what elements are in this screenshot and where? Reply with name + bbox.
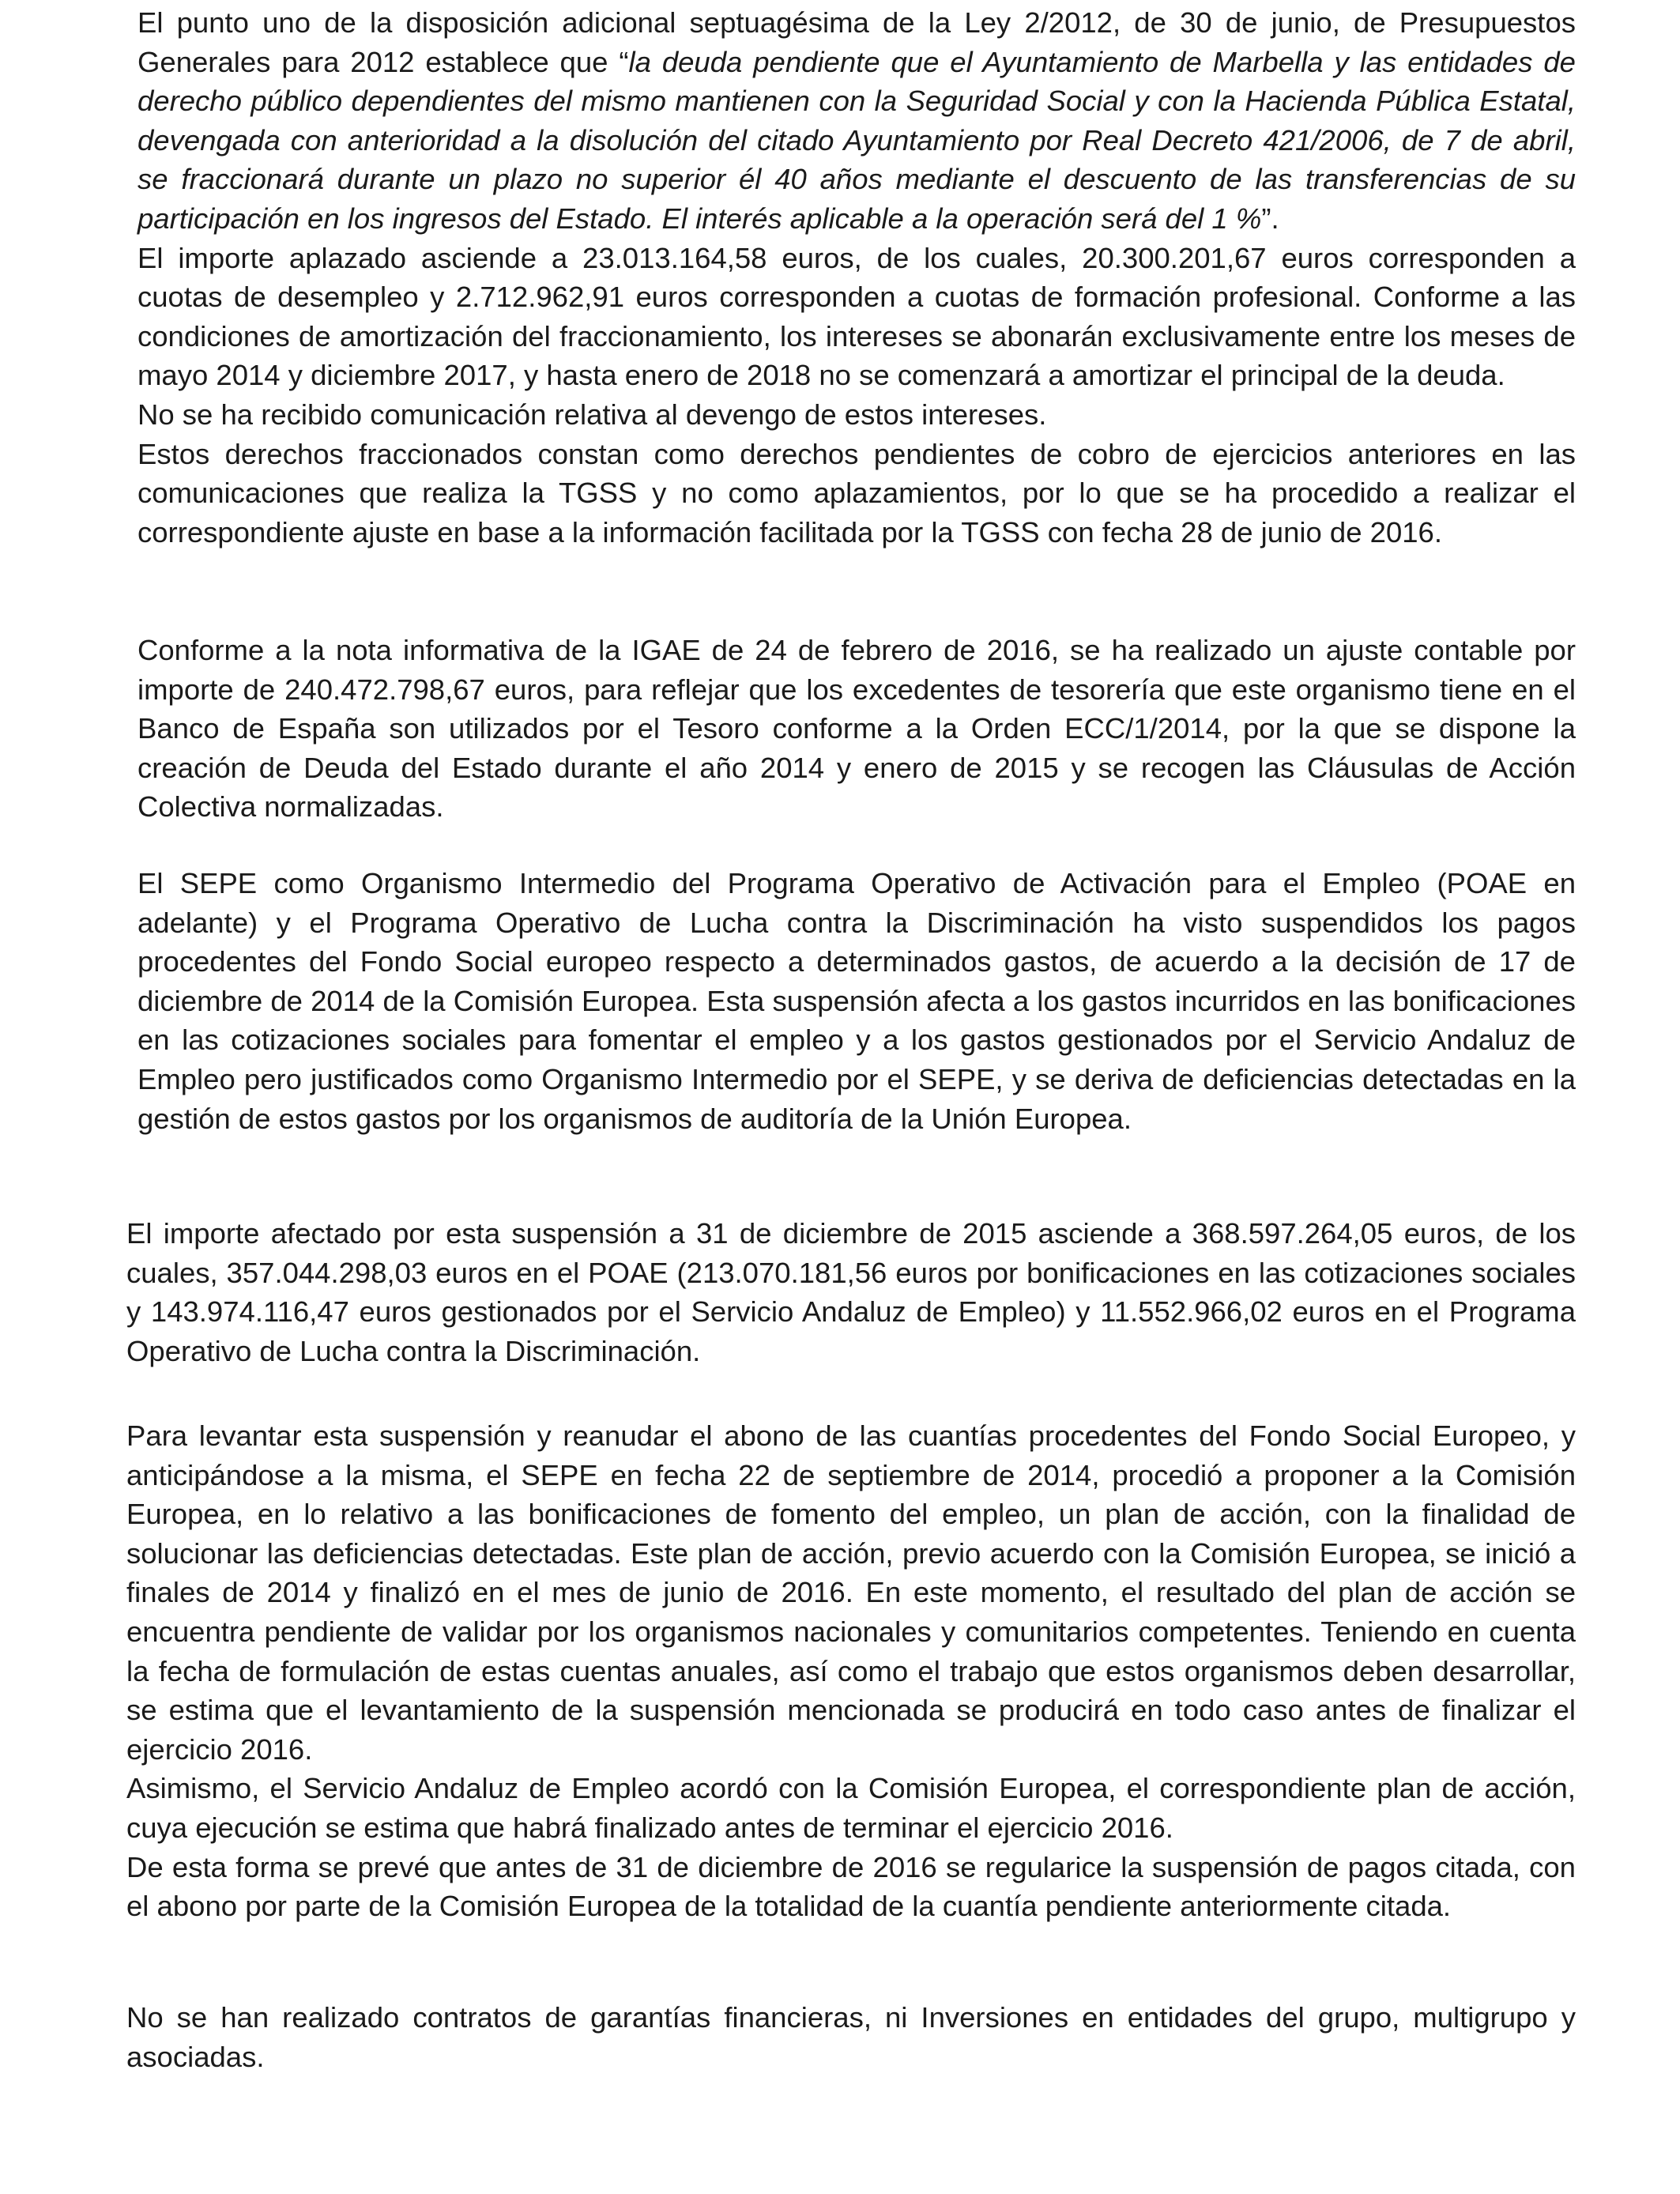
paragraph-derechos-fraccionados: Estos derechos fraccionados constan como derechos pendientes de cobro de ejercicios anteriores en las comunicaciones que realiza la TGSS y no como aplazamientos, por lo que se ha procedido a realizar el correspondiente ajuste en base a la información facilitada por la TGSS con fecha 28 de junio de 2016. — [137, 437, 1576, 548]
paragraph-sepe-organismo-intermedio: El SEPE como Organismo Intermedio del Programa Operativo de Activación para el Empleo (POAE en adelante) y el Programa Operativo de Lucha contra la Discriminación ha visto suspendidos los pagos procedentes del Fondo Social europeo respecto a determinados gastos, de acuerdo a la decisión de 17 de diciembre de 2014 de la Comisión Europea. Esta suspensión afecta a los gastos incurridos en las bonificaciones en las cotizaciones sociales para fomentar el empleo y a los gastos gestionados por el Servicio Andaluz de Empleo pero justificados como Organismo Intermedio por el SEPE, y se deriva de deficiencias detectadas en la gestión de estos gastos por los organismos de auditoría de la Unión Europea. — [137, 867, 1576, 1135]
paragraph-ley-2-2012 — [137, 3, 1576, 239]
paragraph-importe-aplazado: El importe aplazado asciende a 23.013.164,58 euros, de los cuales, 20.300.201,67 euros corresponden a cuotas de desempleo y 2.712.962,91 euros corresponden a cuotas de formación profesional. Conforme a las condiciones de amortización del fraccionamiento, los intereses se abonarán exclusivamente entre los meses de mayo 2014 y diciembre 2017, y hasta enero de 2018 no se comenzará a amortizar el principal de la deuda. — [137, 241, 1576, 392]
paragraph-lead-text: El punto uno de la disposición adicional septuagésima de la Ley 2/2012, de 30 de junio, de Presupuestos Generales para 2012 establece que “ — [137, 6, 1576, 78]
paragraph-levantar-suspension: Para levantar esta suspensión y reanudar el abono de las cuantías procedentes del Fondo Social Europeo, y anticipándose a la misma, el SEPE en fecha 22 de septiembre de 2014, procedió a proponer a la Comisión Europea, en lo relativo a las bonificaciones de fomento del empleo, un plan de acción, con la finalidad de solucionar las deficiencias detectadas. Este plan de acción, previo acuerdo con la Comisión Europea, se inició a finales de 2014 y finalizó en el mes de junio de 2016. En este momento, el resultado del plan de acción se encuentra pendiente de validar por los organismos nacionales y comunitarios competentes. Teniendo en cuenta la fecha de formulación de estas cuentas anuales, así como el trabajo que estos organismos deben desarrollar, se estima que el levantamiento de la suspensión mencionada se producirá en todo caso antes de finalizar el ejercicio 2016. — [126, 1419, 1576, 1766]
italic-legal-quote: la deuda pendiente que el Ayuntamiento de Marbella y las entidades de derecho público dependientes del mismo mantienen con la Seguridad Social y con la Hacienda Pública Estatal, devengada con anterioridad a la disolución del citado Ayuntamiento por Real Decreto 421/2006, de 7 de abril, se fraccionará durante un plazo no superior él 40 años mediante el descuento de las transferencias de su participación en los ingresos del Estado. El interés aplicable a la operación será del 1 % — [137, 45, 1576, 235]
paragraph-importe-afectado: El importe afectado por esta suspensión a 31 de diciembre de 2015 asciende a 368.597.264,05 euros, de los cuales, 357.044.298,03 euros en el POAE (213.070.181,56 euros por bonificaciones en las cotizaciones sociales y 143.974.116,47 euros gestionados por el Servicio Andaluz de Empleo) y 11.552.966,02 euros en el Programa Operativo de Lucha contra la Discriminación. — [126, 1217, 1576, 1367]
section-garantias — [126, 1998, 1576, 2076]
paragraph-garantias-financieras: No se han realizado contratos de garantías financieras, ni Inversiones en entidades del grupo, multigrupo y asociadas. — [126, 2001, 1576, 2073]
section-importe-afectado — [126, 1214, 1576, 1370]
section-sepe-suspension — [137, 864, 1576, 1138]
paragraph-nota-igae: Conforme a la nota informativa de la IGAE de 24 de febrero de 2016, se ha realizado un ajuste contable por importe de 240.472.798,67 euros, para reflejar que los excedentes de tesorería que este organismo tiene en el Banco de España son utilizados por el Tesoro conforme a la Orden ECC/1/2014, por la que se dispone la creación de Deuda del Estado durante el año 2014 y enero de 2015 y se recogen las Cláusulas de Acción Colectiva normalizadas. — [137, 634, 1576, 824]
paragraph-regularizacion: De esta forma se prevé que antes de 31 de diciembre de 2016 se regularice la suspensión de pagos citada, con el abono por parte de la Comisión Europea de la totalidad de la cuantía pendiente anteriormente citada. — [126, 1850, 1576, 1923]
paragraph-servicio-andaluz: Asimismo, el Servicio Andaluz de Empleo acordó con la Comisión Europea, el correspondiente plan de acción, cuya ejecución se estima que habrá finalizado antes de terminar el ejercicio 2016. — [126, 1772, 1576, 1844]
paragraph-devengo-intereses: No se ha recibido comunicación relativa al devengo de estos intereses. — [137, 398, 1047, 431]
section-marbella-debt — [137, 3, 1576, 552]
quote-close: ”. — [1261, 202, 1279, 235]
section-igae-adjustment — [137, 631, 1576, 827]
section-plan-de-accion — [126, 1416, 1576, 1926]
